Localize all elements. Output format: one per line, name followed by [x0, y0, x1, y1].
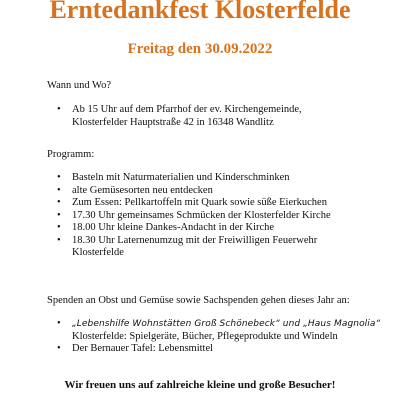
list-item-text: 18.30 Uhr Laternenumzug mit der Freiwilligen Feuerwehr: [72, 234, 318, 246]
list-item: [47, 343, 380, 356]
closing-statement: Wir freuen uns auf zahlreiche kleine und große Besucher!: [64, 379, 336, 391]
list-item-text: Der Bernauer Tafel: Lebensmittel: [72, 343, 214, 354]
list-item: [47, 185, 331, 198]
list-item-text: alte Gemüsesorten neu entdecken: [72, 184, 213, 196]
event-date: Freitag den 30.09.2022: [127, 41, 273, 57]
bullet-icon: •: [57, 318, 61, 329]
donations-intro: Spenden an Obst und Gemüse sowie Sachspenden gehen dieses Jahr an:: [47, 295, 350, 306]
where-heading: Wann und Wo?: [47, 80, 112, 91]
bullet-icon: •: [57, 343, 61, 354]
list-item: [47, 318, 380, 343]
list-item: [47, 197, 331, 210]
list-item-text: „Lebenshilfe Wohnstätten Groß Schönebeck“ und „Haus Magnolia“: [72, 319, 381, 329]
list-item: [47, 235, 331, 260]
list-item: [47, 172, 331, 185]
list-item-text: Basteln mit Naturmaterialien und Kinderschminken: [72, 172, 290, 183]
list-item-text: Zum Essen: Pellkartoffeln mit Quark sowie süße Eierkuchen: [72, 197, 327, 208]
where-list: [47, 104, 302, 129]
bullet-icon: •: [57, 209, 61, 221]
bullet-icon: •: [57, 222, 61, 233]
bullet-icon: •: [57, 104, 61, 115]
program-heading: Programm:: [47, 149, 95, 160]
list-item: [47, 104, 302, 129]
list-item-text: Klosterfelde: [72, 247, 124, 258]
bullet-icon: •: [57, 197, 61, 208]
page-title: Erntedankfest Klosterfelde: [49, 0, 351, 24]
bullet-icon: •: [57, 234, 61, 246]
list-item-text: 17.30 Uhr gemeinsames Schmücken der Klosterfelder Kirche: [72, 209, 331, 221]
list-item-text: 18.00 Uhr kleine Dankes-Andacht in der Kirche: [72, 222, 275, 233]
list-item: [47, 222, 331, 235]
list-item-text: Ab 15 Uhr auf dem Pfarrhof der ev. Kirchengemeinde,: [72, 104, 302, 115]
bullet-icon: •: [57, 184, 61, 196]
bullet-icon: •: [57, 172, 61, 183]
list-item-text: Klosterfelder Hauptstraße 42 in 16348 Wandlitz: [72, 116, 274, 128]
program-list: [47, 172, 331, 260]
donations-list: [47, 318, 380, 356]
list-item-text: Klosterfelde: Spielgeräte, Bücher, Pflegeprodukte und Windeln: [72, 330, 338, 342]
list-item: [47, 210, 331, 223]
